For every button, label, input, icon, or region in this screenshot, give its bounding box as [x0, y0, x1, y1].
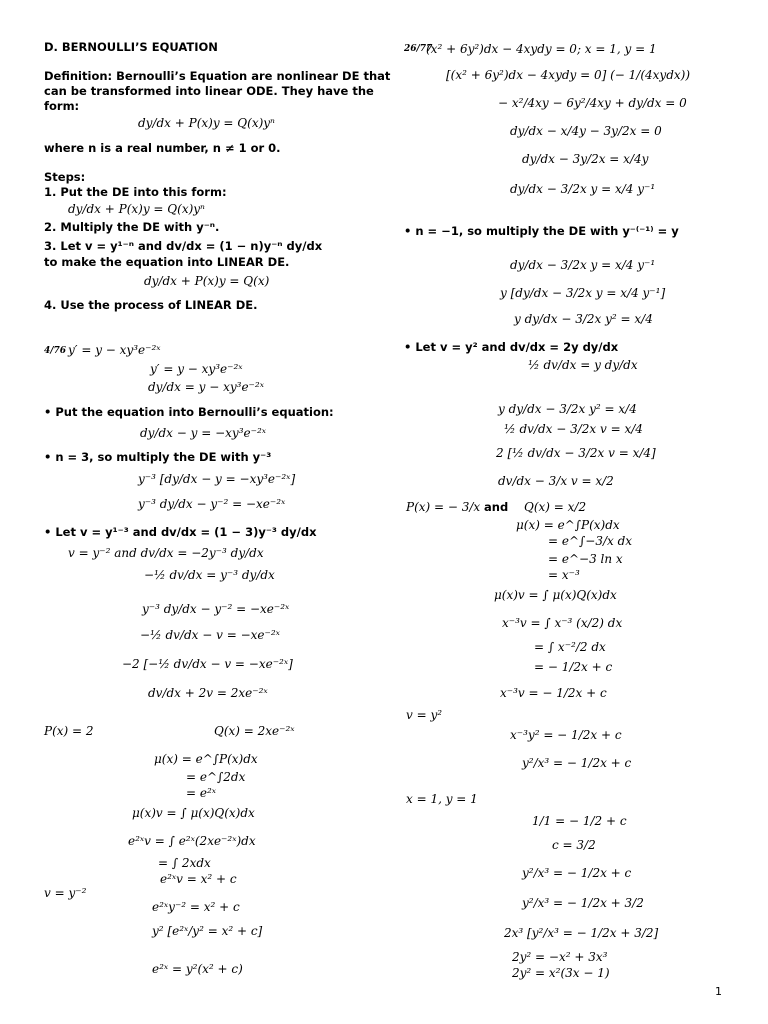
- work-line: dv/dx − 3/x v = x/2: [498, 474, 614, 488]
- section-heading: D. BERNOULLI’S EQUATION: [44, 40, 218, 54]
- work-line: = e²ˣ: [186, 786, 217, 800]
- work-line: − x²/4xy − 6y²/4xy + dy/dx = 0: [498, 96, 687, 110]
- step-4: 4. Use the process of LINEAR DE.: [44, 298, 258, 312]
- work-line: y²/x³ = − 1/2x + c: [522, 866, 632, 880]
- work-line: dy/dx − 3/2x y = x/4 y⁻¹: [510, 258, 656, 272]
- work-line: ½ dv/dx = y dy/dx: [528, 358, 638, 372]
- work-line: y² [e²ˣ/y² = x² + c]: [152, 924, 263, 938]
- work-line: dy/dx = y − xy³e⁻²ˣ: [148, 380, 264, 394]
- work-line: y²/x³ = − 1/2x + c: [522, 756, 632, 770]
- work-line: e²ˣy⁻² = x² + c: [152, 900, 240, 914]
- initial-condition: x = 1, y = 1: [406, 792, 478, 806]
- bullet-note: • n = −1, so multiply the DE with y⁻⁽⁻¹⁾ = y: [404, 224, 679, 238]
- q-of-x: Q(x) = x/2: [524, 500, 587, 514]
- step-1-equation: dy/dx + P(x)y = Q(x)yⁿ: [68, 202, 205, 216]
- step-2: 2. Multiply the DE with y⁻ⁿ.: [44, 220, 220, 234]
- work-line: = ∫ x⁻²/2 dx: [534, 640, 606, 654]
- work-line: v = y⁻² and dv/dx = −2y⁻³ dy/dx: [68, 546, 264, 560]
- example-2-equation: (x² + 6y²)dx − 4xydy = 0; x = 1, y = 1: [426, 42, 657, 56]
- and-word: and: [484, 500, 509, 514]
- definition-line-1: Definition: Bernoulli’s Equation are nonlinear DE that: [44, 69, 391, 83]
- work-line: y dy/dx − 3/2x y² = x/4: [514, 312, 653, 326]
- p-of-x: P(x) = − 3/x: [406, 500, 481, 514]
- work-line: dy/dx − 3y/2x = x/4y: [522, 152, 649, 166]
- work-line: y [dy/dx − 3/2x y = x/4 y⁻¹]: [500, 286, 666, 300]
- work-line: −½ dv/dx = y⁻³ dy/dx: [144, 568, 275, 582]
- work-line: μ(x) = e^∫P(x)dx: [154, 752, 258, 766]
- work-line: 1/1 = − 1/2 + c: [532, 814, 627, 828]
- step-3-continued: to make the equation into LINEAR DE.: [44, 255, 290, 269]
- example-2-label: 26/77: [404, 44, 433, 54]
- work-line: μ(x)v = ∫ μ(x)Q(x)dx: [132, 806, 255, 820]
- definition-line-3: form:: [44, 99, 80, 113]
- work-line: e²ˣv = x² + c: [160, 872, 237, 886]
- work-line: x⁻³v = ∫ x⁻³ (x/2) dx: [502, 616, 623, 630]
- bullet-note: • Put the equation into Bernoulli’s equation:: [44, 405, 334, 419]
- work-line: −½ dv/dx − v = −xe⁻²ˣ: [140, 628, 280, 642]
- example-1-label: 4/76: [44, 346, 67, 356]
- p-of-x: P(x) = 2: [44, 724, 94, 738]
- bullet-note: • n = 3, so multiply the DE with y⁻³: [44, 450, 272, 464]
- definition-line-2: can be transformed into linear ODE. They have the: [44, 84, 374, 98]
- work-line: x⁻³v = − 1/2x + c: [500, 686, 607, 700]
- work-line: y⁻³ dy/dx − y⁻² = −xe⁻²ˣ: [142, 602, 290, 616]
- page-number: 1: [715, 985, 722, 998]
- work-line: dv/dx + 2v = 2xe⁻²ˣ: [148, 686, 268, 700]
- work-line: y⁻³ dy/dx − y⁻² = −xe⁻²ˣ: [138, 497, 286, 511]
- work-line: y²/x³ = − 1/2x + 3/2: [522, 896, 644, 910]
- step-3-equation: dy/dx + P(x)y = Q(x): [144, 274, 270, 288]
- bernoulli-form: dy/dx + P(x)y = Q(x)yⁿ: [138, 116, 275, 130]
- work-line: [(x² + 6y²)dx − 4xydy = 0] (− 1/(4xydx)): [446, 68, 691, 82]
- work-line: dy/dx − x/4y − 3y/2x = 0: [510, 124, 662, 138]
- steps-title: Steps:: [44, 170, 86, 184]
- work-line: y′ = y − xy³e⁻²ˣ: [150, 362, 243, 376]
- bullet-note: • Let v = y² and dv/dx = 2y dy/dx: [404, 340, 619, 354]
- where-line: where n is a real number, n ≠ 1 or 0.: [44, 141, 281, 155]
- work-line: −2 [−½ dv/dx − v = −xe⁻²ˣ]: [122, 657, 293, 671]
- step-3: 3. Let v = y¹⁻ⁿ and dv/dx = (1 − n)y⁻ⁿ dy/dx: [44, 239, 323, 253]
- work-line: = − 1/2x + c: [534, 660, 613, 674]
- final-answer-1: e²ˣ = y²(x² + c): [152, 962, 243, 976]
- work-line: ½ dv/dx − 3/2x v = x/4: [504, 422, 643, 436]
- bullet-note: • Let v = y¹⁻³ and dv/dx = (1 − 3)y⁻³ dy/dx: [44, 525, 317, 539]
- work-line: e²ˣv = ∫ e²ˣ(2xe⁻²ˣ)dx: [128, 834, 256, 848]
- work-line: μ(x) = e^∫P(x)dx: [516, 518, 620, 532]
- work-line: μ(x)v = ∫ μ(x)Q(x)dx: [494, 588, 617, 602]
- work-line: 2x³ [y²/x³ = − 1/2x + 3/2]: [504, 926, 659, 940]
- work-line: 2 [½ dv/dx − 3/2x v = x/4]: [496, 446, 656, 460]
- step-1: 1. Put the DE into this form:: [44, 185, 227, 199]
- work-line: dy/dx − y = −xy³e⁻²ˣ: [140, 426, 267, 440]
- work-line: c = 3/2: [552, 838, 596, 852]
- work-line: = e^∫−3/x dx: [548, 534, 633, 548]
- v-substitution: v = y²: [406, 708, 443, 722]
- work-line: y⁻³ [dy/dx − y = −xy³e⁻²ˣ]: [138, 472, 296, 486]
- work-line: y dy/dx − 3/2x y² = x/4: [498, 402, 637, 416]
- work-line: = x⁻³: [548, 568, 580, 582]
- example-1-equation: y′ = y − xy³e⁻²ˣ: [68, 343, 161, 357]
- v-substitution: v = y⁻²: [44, 886, 87, 900]
- work-line: 2y² = −x² + 3x³: [512, 950, 608, 964]
- final-answer-2: 2y² = x²(3x − 1): [512, 966, 610, 980]
- work-line: x⁻³y² = − 1/2x + c: [510, 728, 622, 742]
- work-line: = e^−3 ln x: [548, 552, 623, 566]
- work-line: dy/dx − 3/2x y = x/4 y⁻¹: [510, 182, 656, 196]
- work-line: = ∫ 2xdx: [158, 856, 211, 870]
- work-line: = e^∫2dx: [186, 770, 246, 784]
- q-of-x: Q(x) = 2xe⁻²ˣ: [214, 724, 295, 738]
